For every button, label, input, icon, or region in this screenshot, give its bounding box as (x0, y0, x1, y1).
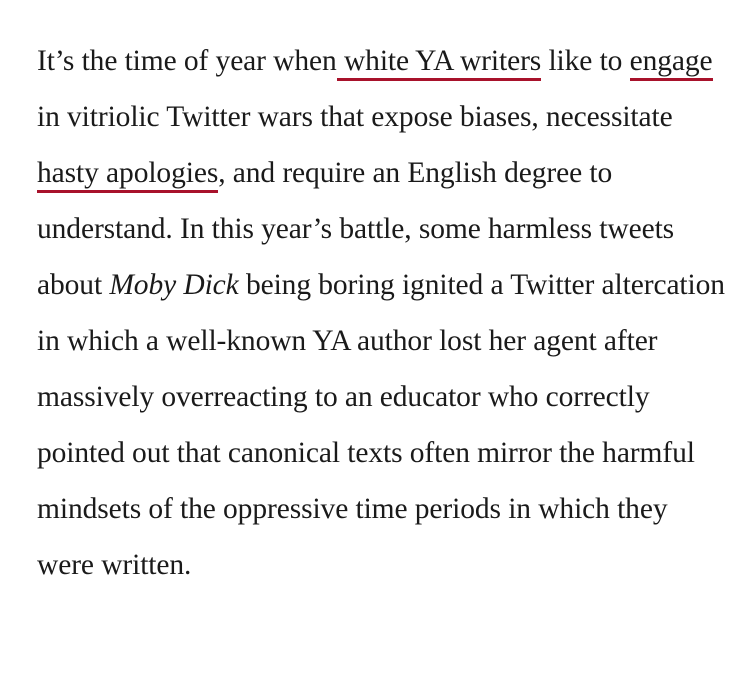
link-white-ya-writers[interactable]: white YA writers (337, 45, 542, 81)
link-engage[interactable]: engage (630, 45, 713, 81)
paragraph-text-segment: like to (541, 45, 630, 77)
paragraph-text-segment: , and require an English degree to understand. In this year’s battle, some harmless tweets about (37, 157, 675, 301)
paragraph-text-segment: in vitriolic Twitter wars that expose biases, necessitate (37, 101, 673, 133)
book-title-italic: Moby Dick (109, 269, 239, 301)
paragraph-text-segment: being boring ignited a Twitter altercation in which a well-known YA author lost her agent after massively overreacting to an educator who correctly pointed out that canonical texts often mirror the harmful mindsets of the oppressive time periods in which they were written. (37, 269, 725, 581)
article-paragraph (37, 33, 727, 593)
link-hasty-apologies[interactable]: hasty apologies (37, 157, 218, 193)
article-body (37, 33, 727, 593)
paragraph-text-segment: It’s the time of year when (37, 45, 337, 77)
